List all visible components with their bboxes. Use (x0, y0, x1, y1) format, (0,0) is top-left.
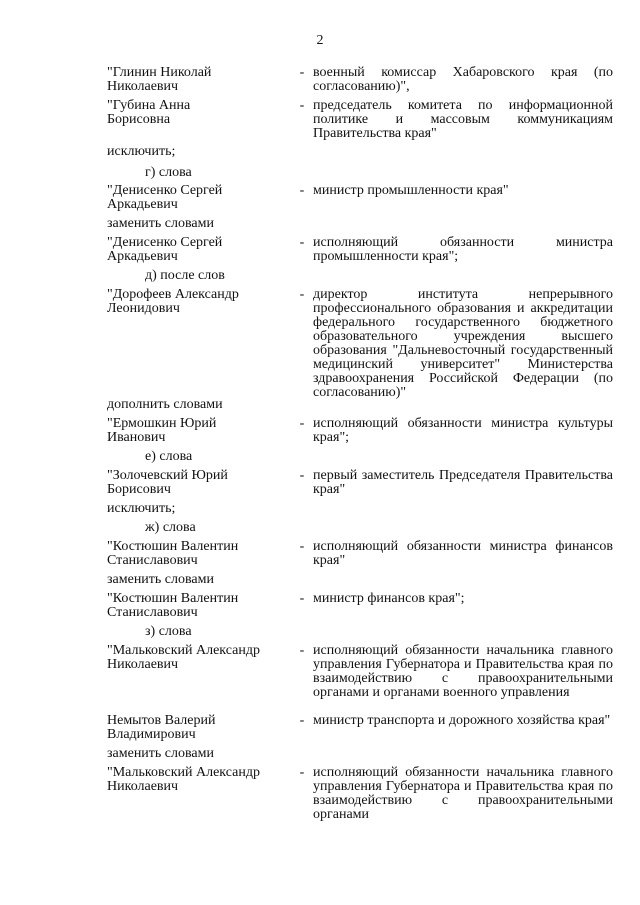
amendment-instruction: заменить словами (107, 216, 214, 231)
amendment-instruction: исключить; (107, 144, 176, 159)
dash-separator: - (299, 765, 305, 780)
person-name: "Костюшин Валентин Станиславович (107, 539, 239, 568)
dash-separator: - (299, 539, 305, 554)
position-description: председатель комитета по информационной политике и массовым коммуникациям Правительства края" (313, 98, 613, 141)
position-description: военный комиссар Хабаровского края (по согласованию)", (313, 65, 613, 94)
person-name: "Ермошкин Юрий Иванович (107, 416, 217, 445)
position-description: исполняющий обязанности начальника главного управления Губернатора и Правительства края по взаимодействию с правоохранительными органами (313, 765, 613, 822)
amendment-instruction: д) после слов (145, 268, 225, 283)
position-description: первый заместитель Председателя Правительства края" (313, 468, 613, 497)
position-description: министр промышленности края" (313, 183, 509, 198)
dash-separator: - (299, 287, 305, 302)
person-name: "Костюшин Валентин Станиславович (107, 591, 239, 620)
amendment-instruction: исключить; (107, 501, 176, 516)
dash-separator: - (299, 643, 305, 658)
amendment-instruction: е) слова (145, 449, 193, 464)
page-number: 2 (316, 33, 324, 48)
position-description: министр финансов края"; (313, 591, 465, 606)
person-name: "Мальковский Александр Николаевич (107, 643, 260, 672)
amendment-instruction: з) слова (145, 624, 192, 639)
dash-separator: - (299, 65, 305, 80)
dash-separator: - (299, 416, 305, 431)
amendment-instruction: дополнить словами (107, 397, 223, 412)
position-description: исполняющий обязанности начальника главного управления Губернатора и Правительства края по взаимодействию с правоохранительными органами и органами военного управления (313, 643, 613, 700)
amendment-instruction: заменить словами (107, 746, 214, 761)
dash-separator: - (299, 713, 305, 728)
dash-separator: - (299, 183, 305, 198)
amendment-instruction: г) слова (145, 165, 192, 180)
person-name: "Губина Анна Борисовна (107, 98, 191, 127)
person-name: "Денисенко Сергей Аркадьевич (107, 183, 223, 212)
person-name: "Мальковский Александр Николаевич (107, 765, 260, 794)
person-name: "Золочевский Юрий Борисович (107, 468, 228, 497)
position-description: исполняющий обязанности министра финансов края" (313, 539, 613, 568)
position-description: директор института непрерывного профессионального образования и аккредитации федерального государственного бюджетного образовательного учреждения высшего образования "Дальневосточный государственный медицинский университет" Министерства здравоохранения Российской Федерации (по согласованию)" (313, 287, 613, 400)
person-name: "Глинин Николай Николаевич (107, 65, 212, 94)
dash-separator: - (299, 591, 305, 606)
dash-separator: - (299, 98, 305, 113)
position-description: министр транспорта и дорожного хозяйства края" (313, 713, 611, 728)
person-name: "Дорофеев Александр Леонидович (107, 287, 239, 316)
position-description: исполняющий обязанности министра культуры края"; (313, 416, 613, 445)
position-description: исполняющий обязанности министра промышленности края"; (313, 235, 613, 264)
dash-separator: - (299, 235, 305, 250)
person-name: Немытов Валерий Владимирович (107, 713, 216, 742)
amendment-instruction: заменить словами (107, 572, 214, 587)
dash-separator: - (299, 468, 305, 483)
person-name: "Денисенко Сергей Аркадьевич (107, 235, 223, 264)
amendment-instruction: ж) слова (145, 520, 196, 535)
